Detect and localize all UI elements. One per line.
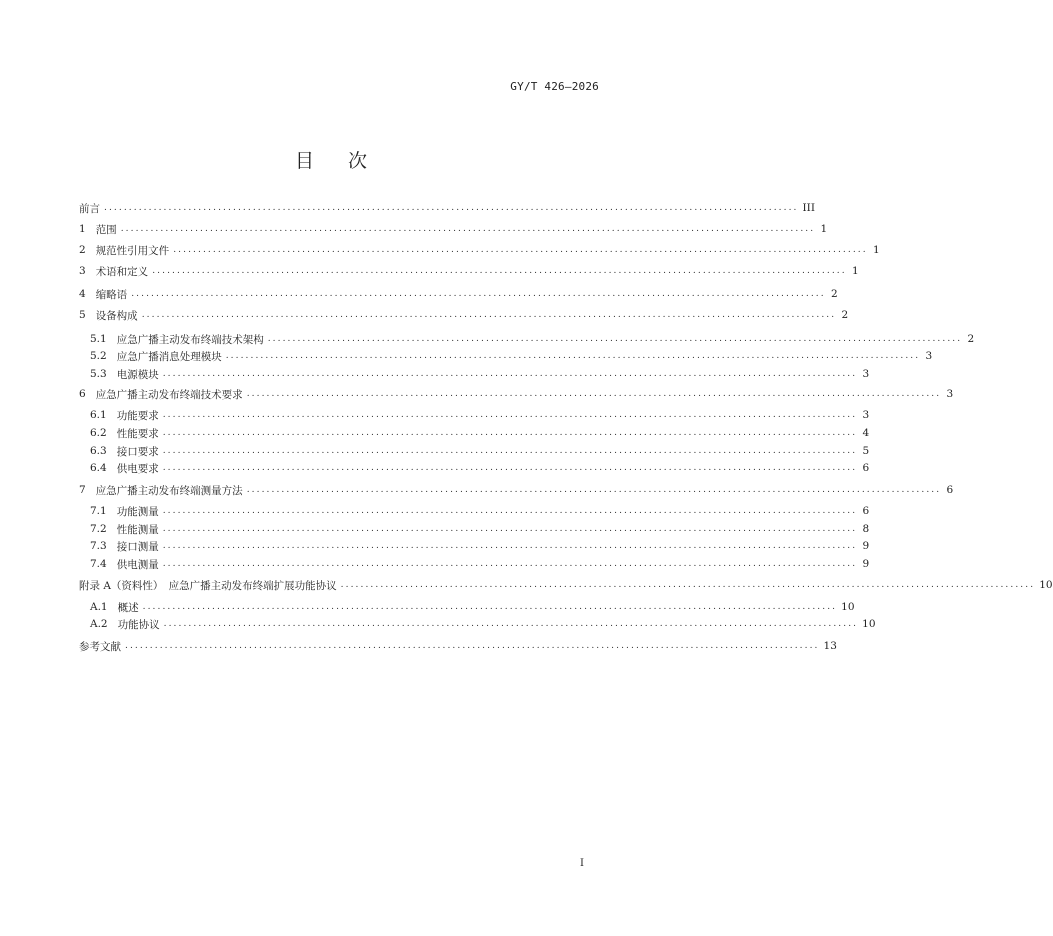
- toc-title: [0, 146, 662, 173]
- toc-leader-dots: ............................................................................................................................................: [104, 203, 799, 213]
- toc-entry-number: 5.3: [90, 368, 107, 380]
- toc-leader-dots: ............................................................................................................................................: [340, 580, 1036, 590]
- toc-entry[interactable]: [90, 348, 933, 364]
- toc-entry-page: 13: [823, 640, 837, 652]
- toc-entry-page: 6: [946, 484, 954, 496]
- document-code: GY/T 426—2026: [510, 80, 599, 93]
- toc-entry-label: 应急广播主动发布终端技术要求: [95, 388, 243, 401]
- toc-entry-number: 7.1: [90, 505, 107, 517]
- toc-entry-label: 供电要求: [116, 462, 159, 475]
- toc-entry-label: 应急广播主动发布终端测量方法: [95, 484, 243, 497]
- toc-entry-number: A.2: [90, 618, 108, 630]
- toc-entry-number: 3: [79, 265, 86, 277]
- toc-entry-number: 6.4: [90, 462, 107, 474]
- toc-entry[interactable]: [79, 307, 849, 323]
- toc-entry[interactable]: [79, 242, 880, 258]
- toc-entry[interactable]: [79, 386, 954, 402]
- toc-entry[interactable]: [90, 599, 855, 615]
- toc-entry-label: 范围: [95, 223, 117, 236]
- toc-entry-number: 7.3: [90, 540, 107, 552]
- toc-entry-page: 9: [862, 540, 870, 552]
- toc-entry[interactable]: [90, 616, 876, 632]
- toc-entry-page: 3: [946, 388, 954, 400]
- toc-entry[interactable]: [90, 538, 870, 554]
- toc-entry-page: 1: [820, 223, 828, 235]
- toc-title-left: 目: [294, 150, 314, 172]
- toc-entry[interactable]: [79, 286, 838, 302]
- toc-entry-page: 1: [873, 244, 880, 256]
- toc-entry-number: 5: [79, 309, 86, 321]
- toc-leader-dots: ............................................................................................................................................: [162, 506, 858, 516]
- toc-entry-page: 3: [862, 368, 870, 380]
- toc-leader-dots: ............................................................................................................................................: [246, 389, 942, 399]
- toc-entry-page: 9: [862, 558, 870, 570]
- toc-entry-number: 2: [79, 244, 86, 256]
- toc-entry-label: 概述: [117, 601, 139, 614]
- toc-leader-dots: ............................................................................................................................................: [120, 224, 816, 234]
- toc-leader-dots: ............................................................................................................................................: [173, 245, 868, 255]
- toc-entry-label: 规范性引用文件: [95, 244, 170, 257]
- toc-entry-label: 接口测量: [116, 540, 159, 553]
- toc-entry-label: 功能要求: [116, 409, 159, 422]
- toc-entry[interactable]: [90, 503, 870, 519]
- toc-entry-page: 1: [852, 265, 859, 277]
- toc-entry-label: 参考文献: [79, 640, 121, 653]
- toc-leader-dots: ............................................................................................................................................: [162, 446, 858, 456]
- toc-entry-number: 7.2: [90, 523, 107, 535]
- toc-leader-dots: ............................................................................................................................................: [152, 266, 847, 276]
- toc-entry[interactable]: [90, 366, 870, 382]
- toc-leader-dots: ............................................................................................................................................: [162, 524, 858, 534]
- toc-entry-page: 6: [862, 505, 870, 517]
- toc-entry[interactable]: [90, 443, 870, 459]
- toc-leader-dots: ............................................................................................................................................: [162, 428, 858, 438]
- toc-entry-page: 10: [862, 618, 876, 630]
- toc-entry-label: 性能测量: [116, 523, 159, 536]
- toc-entry[interactable]: [90, 521, 870, 537]
- toc-entry-label: 缩略语: [95, 288, 128, 301]
- toc-entry[interactable]: [90, 425, 870, 441]
- toc-entry-label: 性能要求: [116, 427, 159, 440]
- page-number: I: [580, 858, 584, 869]
- toc-entry-page: 2: [831, 288, 838, 300]
- toc-entry-page: 2: [841, 309, 849, 321]
- toc-entry-page: 3: [925, 350, 933, 362]
- toc-entry-number: 6.3: [90, 445, 107, 457]
- toc-entry[interactable]: [79, 577, 1053, 593]
- toc-entry-number: 5.2: [90, 350, 107, 362]
- toc-entry-page: 8: [862, 523, 870, 535]
- toc-entry[interactable]: [79, 221, 828, 237]
- toc-leader-dots: ............................................................................................................................................: [125, 641, 820, 651]
- toc-entry-label: 术语和定义: [95, 265, 149, 278]
- toc-entry-number: 6.2: [90, 427, 107, 439]
- toc-entry-label: 应急广播消息处理模块: [116, 350, 222, 363]
- toc-leader-dots: ............................................................................................................................................: [267, 334, 963, 344]
- toc-entry-page: 5: [862, 445, 870, 457]
- toc-leader-dots: ............................................................................................................................................: [162, 559, 858, 569]
- toc-leader-dots: ............................................................................................................................................: [246, 485, 942, 495]
- toc-entry[interactable]: [90, 556, 870, 572]
- toc-leader-dots: ............................................................................................................................................: [131, 289, 826, 299]
- toc-entry-label: 供电测量: [116, 558, 159, 571]
- toc-entry-label: 功能协议: [117, 618, 160, 631]
- toc-leader-dots: ............................................................................................................................................: [162, 463, 858, 473]
- toc-entry[interactable]: [79, 638, 837, 654]
- toc-entry-label: 接口要求: [116, 445, 159, 458]
- toc-entry-number: 7: [79, 484, 86, 496]
- toc-entry-page: 10: [1039, 579, 1053, 591]
- toc-entry[interactable]: [79, 263, 859, 279]
- toc-leader-dots: ............................................................................................................................................: [142, 602, 838, 612]
- toc-leader-dots: ............................................................................................................................................: [163, 619, 859, 629]
- toc-entry-page: 4: [862, 427, 870, 439]
- toc-entry-number: 7.4: [90, 558, 107, 570]
- toc-entry-page: 2: [967, 333, 975, 345]
- toc-entry-page: 10: [841, 601, 855, 613]
- toc-entry[interactable]: [90, 460, 870, 476]
- toc-entry-number: 6: [79, 388, 86, 400]
- toc-entry-label: 设备构成: [95, 309, 138, 322]
- toc-leader-dots: ............................................................................................................................................: [162, 541, 858, 551]
- toc-entry[interactable]: [90, 331, 975, 347]
- toc-entry[interactable]: [90, 407, 870, 423]
- toc-entry-label: 功能测量: [116, 505, 159, 518]
- toc-leader-dots: ............................................................................................................................................: [225, 351, 921, 361]
- toc-leader-dots: ............................................................................................................................................: [162, 410, 858, 420]
- toc-entry-number: 4: [79, 288, 86, 300]
- toc-entry-page: III: [802, 202, 815, 214]
- toc-leader-dots: ............................................................................................................................................: [141, 310, 837, 320]
- toc-entry-number: A.1: [90, 601, 108, 613]
- toc-entry[interactable]: [79, 482, 954, 498]
- toc-leader-dots: ............................................................................................................................................: [162, 369, 858, 379]
- toc-entry-page: 6: [862, 462, 870, 474]
- toc-entry-number: 6.1: [90, 409, 107, 421]
- toc-entry-label: 应急广播主动发布终端技术架构: [116, 333, 264, 346]
- toc-entry-page: 3: [862, 409, 870, 421]
- toc-entry[interactable]: [79, 200, 815, 216]
- toc-entry-label: 附录 A（资料性） 应急广播主动发布终端扩展功能协议: [79, 579, 337, 592]
- toc-entry-label: 前言: [79, 202, 100, 215]
- toc-title-right: 次: [348, 150, 368, 172]
- toc-entry-label: 电源模块: [116, 368, 159, 381]
- toc-entry-number: 5.1: [90, 333, 107, 345]
- toc-entry-number: 1: [79, 223, 86, 235]
